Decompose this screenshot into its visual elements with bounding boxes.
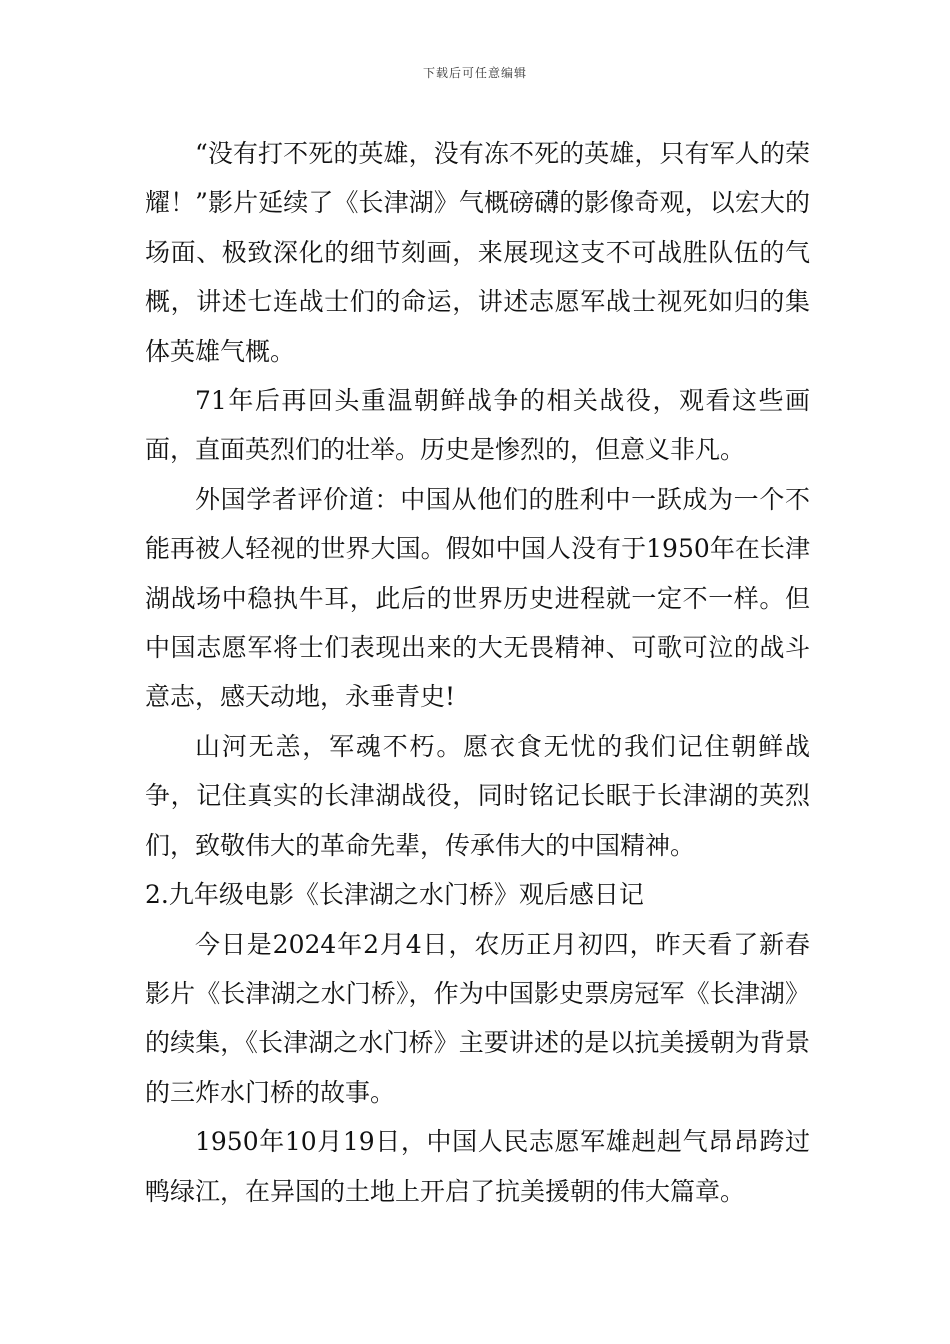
paragraph-4: 山河无恙，军魂不朽。愿衣食无忧的我们记住朝鲜战争，记住真实的长津湖战役，同时铭记长眠于长津湖的英烈们，致敬伟大的革命先辈，传承伟大的中国精神。 (145, 731, 810, 860)
paragraph-3: 外国学者评价道：中国从他们的胜利中一跃成为一个不能再被人轻视的世界大国。假如中国人没有于1950年在长津湖战场中稳执牛耳，此后的世界历史进程就一定不一样。但中国志愿军将士们表现出来的大无畏精神、可歌可泣的战斗意志，感天动地，永垂青史! (145, 484, 810, 712)
paragraph-1: “没有打不死的英雄，没有冻不死的英雄，只有军人的荣耀！”影片延续了《长津湖》气概磅礴的影像奇观，以宏大的场面、极致深化的细节刻画，来展现这支不可战胜队伍的气概，讲述七连战士们的命运，讲述志愿军战士视死如归的集体英雄气概。 (145, 139, 810, 366)
header-note: 下载后可任意编辑 (422, 66, 527, 80)
section-heading: 2.九年级电影《长津湖之水门桥》观后感日记 (145, 880, 644, 910)
paragraph-5: 今日是2024年2月4日，农历正月初四，昨天看了新春影片《长津湖之水门桥》，作为中国影史票房冠军《长津湖》的续集，《长津湖之水门桥》主要讲述的是以抗美援朝为背景的三炸水门桥的故事。 (145, 929, 810, 1107)
document-body (145, 129, 810, 1216)
paragraph-6: 1950年10月19日，中国人民志愿军雄赳赳气昂昂跨过鸭绿江，在异国的土地上开启了抗美援朝的伟大篇章。 (145, 1127, 810, 1206)
paragraph-2: 71年后再回头重温朝鲜战争的相关战役，观看这些画面，直面英烈们的壮举。历史是惨烈的，但意义非凡。 (145, 386, 810, 465)
